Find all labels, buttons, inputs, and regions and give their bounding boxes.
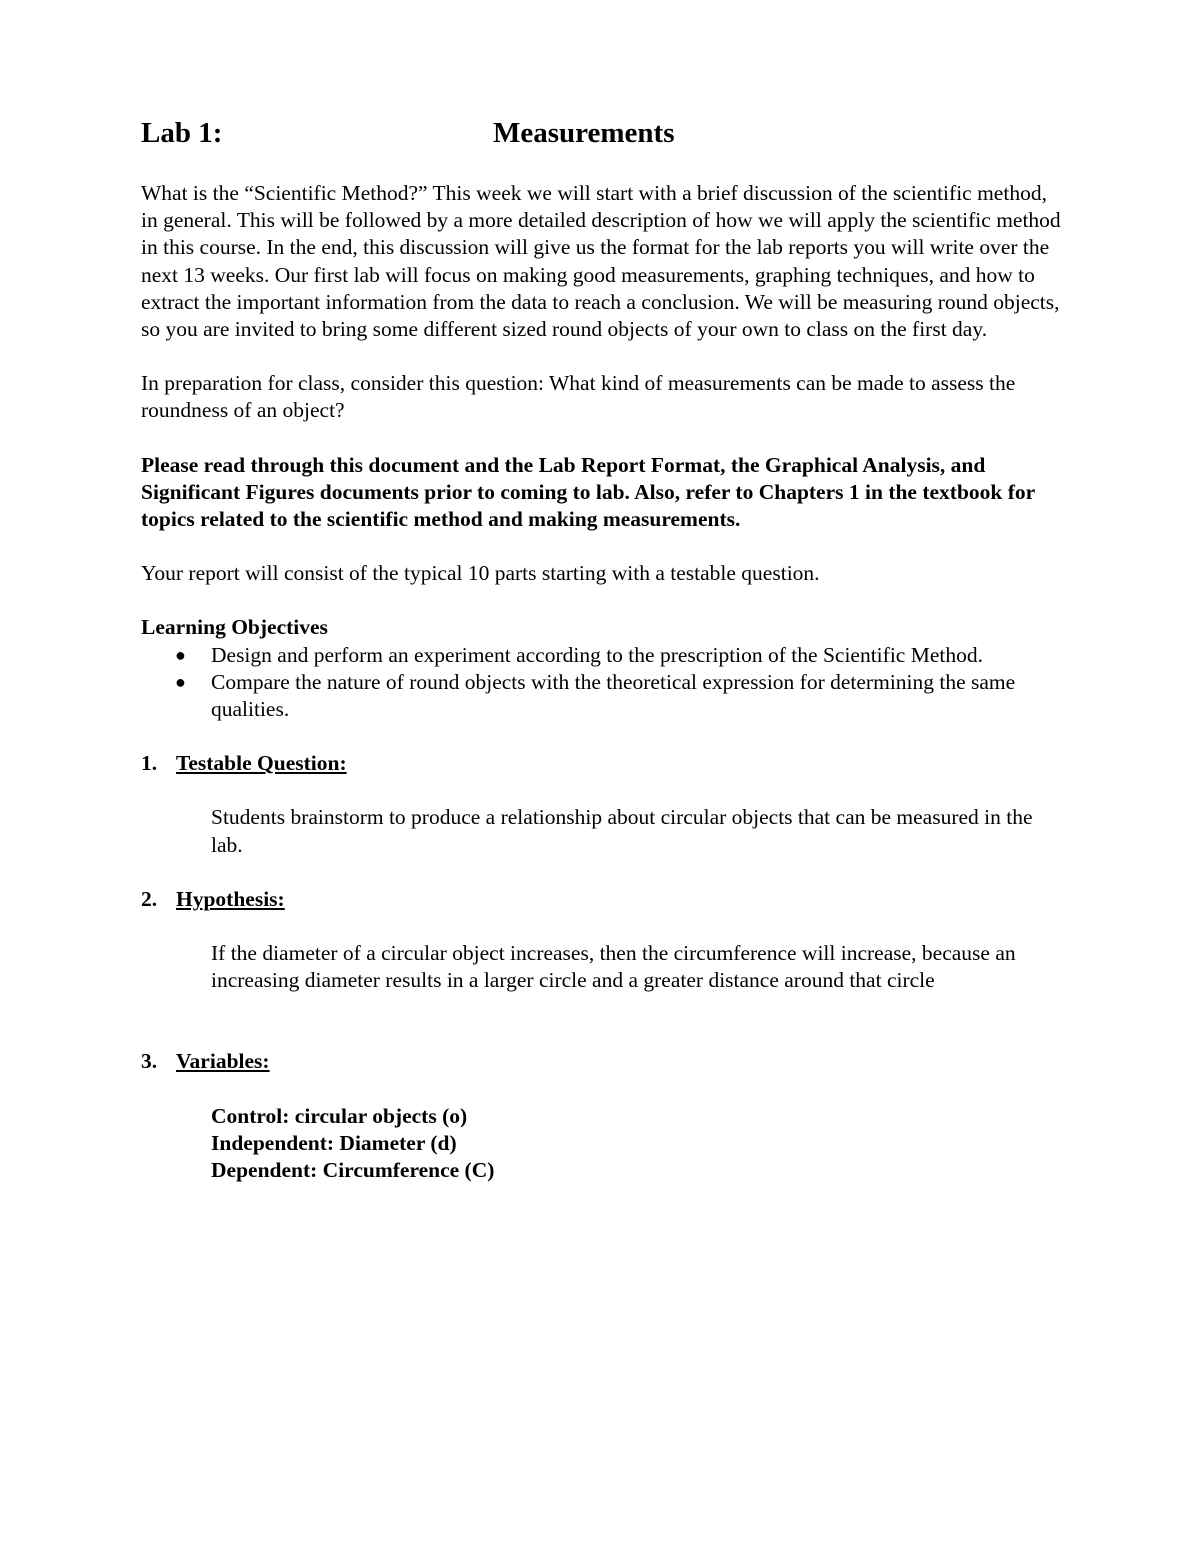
section-title: Hypothesis:	[176, 886, 285, 911]
reading-note: Please read through this document and the Lab Report Format, the Graphical Analysis, and Significant Figures documents prior to coming to lab. Also, refer to Chapters 1 in the textbook for topics related to the scientific method and making measurements.	[141, 452, 1035, 532]
lab-title: Measurements	[493, 117, 675, 149]
control-variable: Control: circular objects (o)	[211, 1103, 468, 1128]
section-heading	[141, 886, 1061, 913]
spacer	[141, 1021, 1061, 1048]
section-heading	[141, 1048, 1061, 1075]
variables-list	[141, 1103, 1061, 1185]
section-variables	[141, 1048, 1061, 1184]
objective-text: Design and perform an experiment according to the prescription of the Scientific Method.	[211, 642, 983, 667]
learning-objectives-list	[141, 642, 1061, 724]
bullet-icon: ●	[175, 644, 186, 665]
document-page	[141, 112, 1061, 1211]
bullet-icon: ●	[175, 671, 186, 692]
intro-paragraph: What is the “Scientific Method?” This week we will start with a brief discussion of the scientific method, in general. This will be followed by a more detailed description of how we will apply the scientific method in this course. In the end, this discussion will give us the format for the lab reports you will write over the next 13 weeks. Our first lab will focus on making good measurements, graphing techniques, and how to extract the important information from the data to reach a conclusion. We will be measuring round objects, so you are invited to bring some different sized round objects of your own to class on the first day.	[141, 181, 1061, 342]
objective-item	[141, 642, 1061, 669]
section-number: 3.	[141, 1049, 158, 1074]
learning-objectives-heading: Learning Objectives	[141, 615, 328, 640]
section-number: 2.	[141, 886, 158, 911]
testable-question-text: Students brainstorm to produce a relationship about circular objects that can be measured in the lab.	[211, 805, 1033, 857]
lab-number: Lab 1:	[141, 117, 223, 149]
section-title: Testable Question:	[176, 751, 347, 776]
section-number: 1.	[141, 751, 158, 776]
preparation-paragraph: In preparation for class, consider this question: What kind of measurements can be made to assess the roundness of an object?	[141, 371, 1016, 423]
objective-text: Compare the nature of round objects with the theoretical expression for determining the same qualities.	[211, 669, 1016, 722]
independent-variable: Independent: Diameter (d)	[211, 1130, 457, 1155]
hypothesis-text: If the diameter of a circular object increases, then the circumference will increase, because an increasing diameter results in a larger circle and a greater distance around that circle	[211, 941, 1016, 993]
document-title	[141, 112, 1061, 154]
dependent-variable: Dependent: Circumference (C)	[211, 1158, 495, 1183]
objective-item	[141, 669, 1061, 723]
section-title: Variables:	[176, 1049, 270, 1074]
report-note: Your report will consist of the typical 10 parts starting with a testable question.	[141, 561, 820, 586]
section-heading	[141, 750, 1061, 777]
section-testable-question	[141, 750, 1061, 859]
section-hypothesis	[141, 886, 1061, 995]
